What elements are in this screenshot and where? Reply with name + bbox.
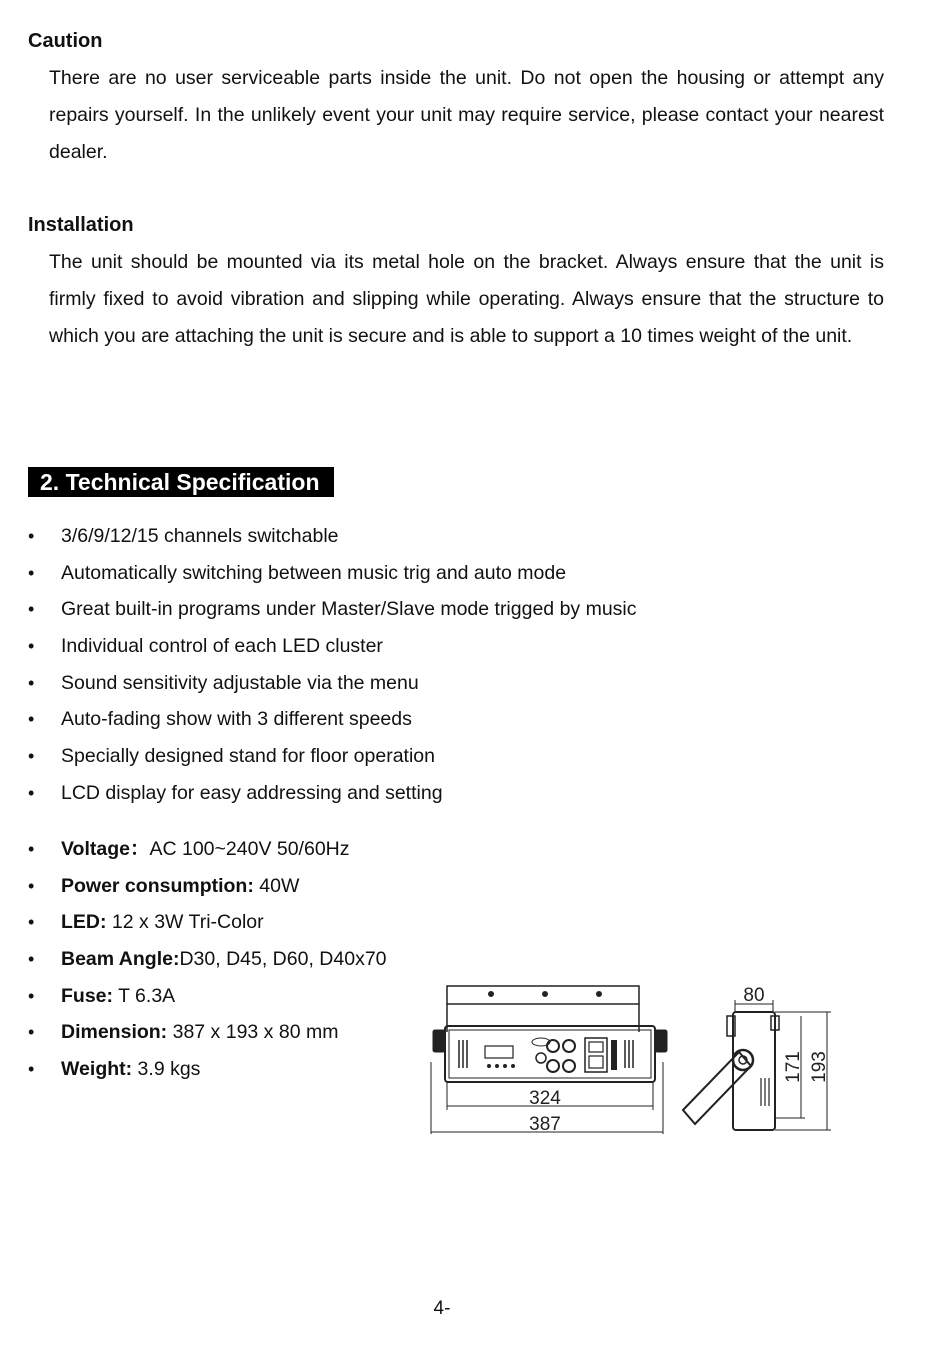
- bullet-icon: •: [28, 912, 35, 933]
- bullet-icon: •: [28, 839, 35, 859]
- xlr-socket-icon: [536, 1053, 546, 1063]
- list-item: • LCD display for easy addressing and setting: [28, 775, 637, 812]
- bracket-hole-icon: [489, 992, 494, 997]
- xlr-socket-icon: [563, 1060, 575, 1072]
- side-vent-icon: [761, 1078, 769, 1106]
- side-profile: [733, 1012, 775, 1130]
- bullet-icon: •: [28, 949, 35, 970]
- bullet-icon: •: [28, 746, 35, 767]
- feature-list: [28, 518, 637, 812]
- dimension-drawing: [425, 982, 845, 1137]
- left-knob-icon: [433, 1030, 445, 1052]
- bullet-icon: •: [28, 985, 35, 1006]
- bullet-icon: •: [28, 709, 35, 730]
- list-item: • Auto-fading show with 3 different speeds: [28, 701, 637, 738]
- list-item: • Great built-in programs under Master/Slave mode trigged by music: [28, 591, 637, 628]
- vent-right-icon: [625, 1040, 633, 1068]
- installation-paragraph: The unit should be mounted via its metal hole on the bracket. Always ensure that the unit is firmly fixed to avoid vibration and slipping while operating. Always ensure that the structure to which you are attaching the unit is secure and is able to support a 10 times weight of the unit.: [49, 251, 884, 347]
- bullet-icon: •: [28, 636, 35, 657]
- dim-label-171: 171: [783, 1051, 804, 1083]
- xlr-socket-icon: [563, 1040, 575, 1052]
- spec-item-fuse: • Fuse: T 6.3A: [28, 978, 387, 1015]
- caution-heading: Caution: [28, 30, 103, 52]
- xlr-socket-icon: [547, 1040, 559, 1052]
- bullet-icon: •: [28, 1059, 35, 1080]
- page-number: 4-: [433, 1298, 451, 1319]
- bracket-hole-icon: [543, 992, 548, 997]
- list-item: • 3/6/9/12/15 channels switchable: [28, 518, 637, 555]
- spec-item-beam-angle: • Beam Angle:D30, D45, D60, D40x70: [28, 941, 387, 978]
- bullet-icon: •: [28, 672, 35, 693]
- fixture-body: [445, 1026, 655, 1082]
- list-item: • Individual control of each LED cluster: [28, 628, 637, 665]
- spec-item-dimension: • Dimension: 387 x 193 x 80 mm: [28, 1014, 387, 1051]
- lcd-display-icon: [485, 1046, 513, 1058]
- spec-list: [28, 831, 387, 1088]
- bullet-icon: •: [28, 599, 35, 620]
- spec-item-led: • LED: 12 x 3W Tri-Color: [28, 904, 387, 941]
- caution-paragraph: There are no user serviceable parts inside the unit. Do not open the housing or attempt any repairs yourself. In the unlikely event your unit may require service, please contact your nearest dealer.: [49, 67, 884, 163]
- pivot-knob-icon: [733, 1050, 753, 1070]
- list-item: • Automatically switching between music trig and auto mode: [28, 555, 637, 592]
- list-item: • Sound sensitivity adjustable via the menu: [28, 665, 637, 702]
- spec-item-weight: • Weight: 3.9 kgs: [28, 1051, 387, 1088]
- list-item: • Specially designed stand for floor operation: [28, 738, 637, 775]
- control-buttons-icon: [487, 1064, 515, 1068]
- dim-label-324: 324: [529, 1088, 561, 1109]
- dim-label-387: 387: [529, 1114, 561, 1135]
- side-view: [683, 985, 831, 1130]
- installation-heading: Installation: [28, 214, 134, 236]
- vent-left-icon: [459, 1040, 467, 1068]
- section-title: 2. Technical Specification: [28, 467, 334, 497]
- right-knob-icon: [655, 1030, 667, 1052]
- bullet-icon: •: [28, 875, 35, 896]
- xlr-socket-icon: [547, 1060, 559, 1072]
- bracket-hole-icon: [597, 992, 602, 997]
- power-socket-icon: [585, 1038, 607, 1072]
- bullet-icon: •: [28, 1022, 35, 1043]
- spec-item-power: • Power consumption: 40W: [28, 868, 387, 905]
- dim-label-80: 80: [743, 985, 765, 1006]
- spec-item-voltage: • Voltage：AC 100~240V 50/60Hz: [28, 831, 387, 868]
- front-view: [431, 986, 667, 1135]
- dim-label-193: 193: [809, 1051, 830, 1083]
- fuse-holder-icon: [611, 1040, 617, 1070]
- bullet-icon: •: [28, 526, 35, 546]
- bullet-icon: •: [28, 562, 35, 583]
- bullet-icon: •: [28, 782, 35, 803]
